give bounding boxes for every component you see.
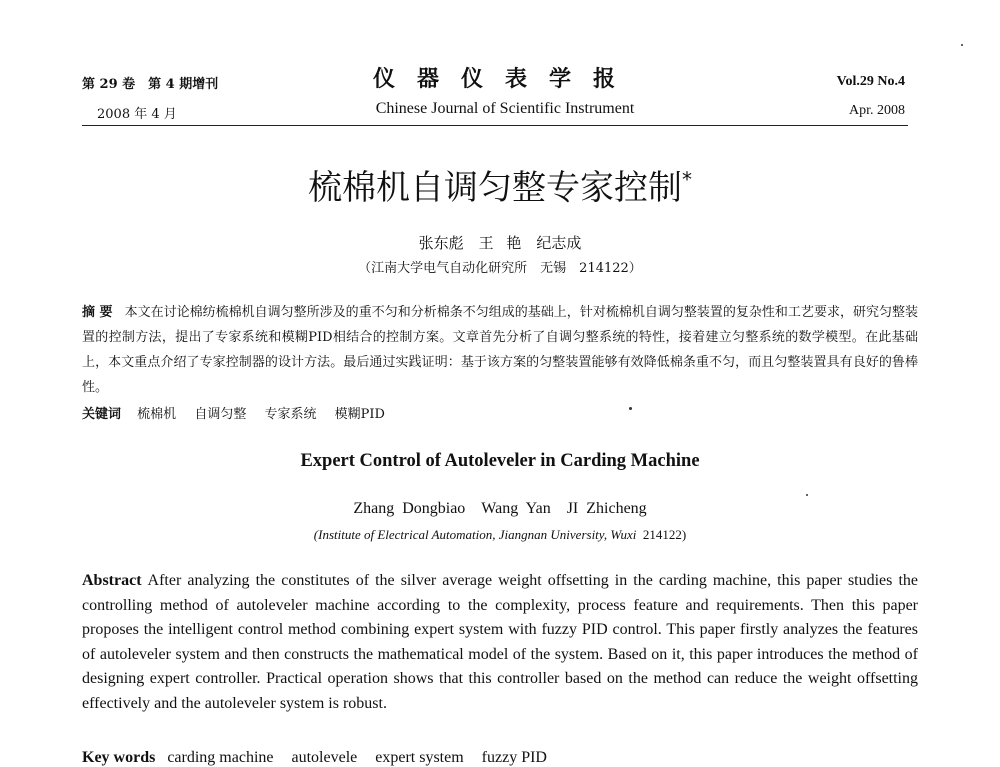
affiliation-cn: （江南大学电气自动化研究所 无锡 214122） bbox=[358, 261, 642, 276]
affiliation-en bbox=[0, 527, 1000, 543]
authors-cn: 张东彪 王 艳 纪志成 bbox=[418, 234, 582, 252]
affiliation-en-institute: (Institute of Electrical Automation, Jiangnan University, Wuxi bbox=[313, 527, 637, 542]
keyword-en: autolevele bbox=[291, 749, 358, 766]
journal-name-cn: 仪器仪表学报 bbox=[372, 66, 637, 92]
journal-name-en: Chinese Journal of Scientific Instrument bbox=[375, 100, 635, 117]
abstract-en-label: Abstract bbox=[82, 572, 142, 589]
header-rule bbox=[82, 125, 908, 126]
journal-date-cn: 2008 年 4 月 bbox=[97, 107, 177, 122]
keyword-cn: 模糊PID bbox=[334, 407, 385, 422]
journal-volume-cn: 第 29 卷 第 4 期增刊 bbox=[82, 77, 219, 92]
abstract-en bbox=[82, 569, 918, 716]
keyword-en: fuzzy PID bbox=[481, 749, 547, 766]
paper-title-cn-text: 梳棉机自调匀整专家控制 bbox=[308, 168, 682, 208]
paper-title-en: Expert Control of Autoleveler in Carding Machine bbox=[300, 451, 700, 471]
keyword-en: expert system bbox=[375, 749, 464, 766]
abstract-cn-label: 摘 要 bbox=[82, 305, 113, 320]
keywords-cn-label: 关键词 bbox=[82, 407, 122, 422]
keyword-cn: 自调匀整 bbox=[194, 407, 247, 422]
scan-speck bbox=[806, 494, 808, 496]
abstract-cn bbox=[82, 300, 918, 400]
abstract-cn-text: 本文在讨论棉纺梳棉机自调匀整所涉及的重不匀和分析棉条不匀组成的基础上，针对梳棉机自调匀整装置的复杂性和工艺要求，研究匀整装置的控制方法，提出了专家系统和模糊PID相结合的控制方案。文章首先分析了自调匀整系统的特性，接着建立匀整系统的数学模型。在此基础上，本文重点介绍了专家控制器的设计方法。最后通过实践证明：基于该方案的匀整装置能够有效降低棉条重不匀，而且匀整装置具有良好的鲁棒性。 bbox=[82, 305, 918, 395]
authors-en: Zhang Dongbiao Wang Yan JI Zhicheng bbox=[353, 500, 647, 517]
scan-speck bbox=[961, 44, 963, 46]
keyword-en: carding machine bbox=[167, 749, 274, 766]
journal-volume-en: Vol.29 No.4 bbox=[836, 74, 905, 89]
keywords-en-label: Key words bbox=[82, 749, 156, 766]
keyword-cn: 专家系统 bbox=[264, 407, 317, 422]
title-footnote-mark: * bbox=[682, 167, 692, 192]
abstract-en-text: After analyzing the constitutes of the silver average weight offsetting in the carding machine, this paper studies the controlling method of autoleveler machine according to the complexity, process feature and requirements. Then this paper proposes the intelligent control method combining expert system with fuzzy PID control. This paper firstly analyzes the features of autoleveler system and then constructs the mathematical model of the system. Based on it, this paper introduces the method of designing expert controller. Practical operation shows that this controller based on the method can reduce the weight offsetting effectively and the autoleveler system is robust. bbox=[82, 572, 918, 712]
keyword-cn: 梳棉机 bbox=[137, 407, 177, 422]
scan-speck bbox=[629, 407, 632, 410]
keywords-en bbox=[82, 749, 918, 767]
journal-date-en: Apr. 2008 bbox=[849, 103, 905, 118]
affiliation-en-code: 214122) bbox=[642, 527, 687, 542]
paper-title-cn bbox=[0, 160, 1000, 209]
keywords-cn bbox=[82, 403, 918, 422]
